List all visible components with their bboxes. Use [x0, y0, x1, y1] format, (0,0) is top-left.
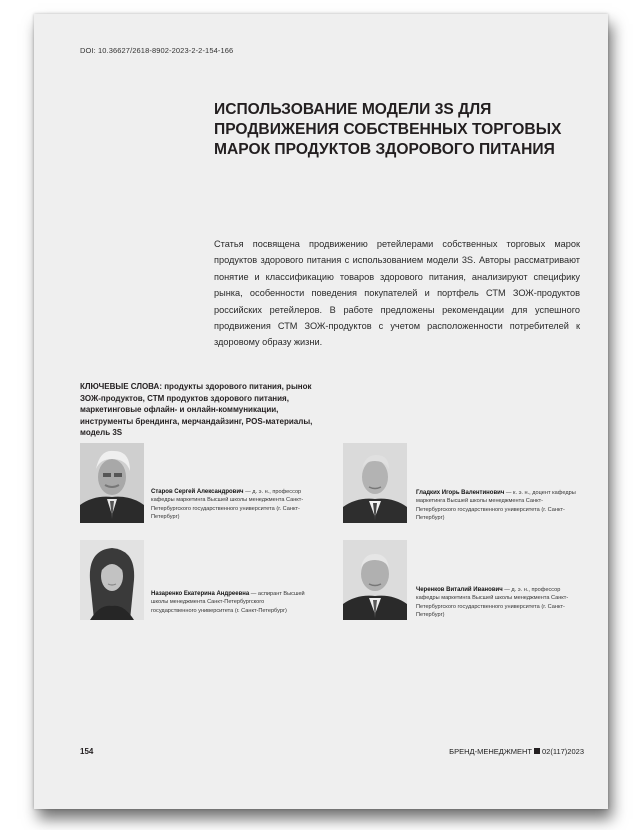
author-starov: [151, 488, 311, 521]
author-photo-nazarenko: [80, 540, 144, 620]
author-cherenkov: [416, 586, 576, 619]
author-bio: — к. э. н., доцент кафедры маркетинга Высшей школы менеджмента Санкт-Петербургского государственного университета (г. Санкт-Петербург): [416, 490, 576, 521]
abstract: Статья посвящена продвижению ретейлерами собственных торговых марок продуктов здорового питания с использованием модели 3S. Авторы рассматривают понятие и классификацию товаров здорового питания, анализируют специфику рынка, особенности поведения покупателей и портфель СТМ ЗОЖ-продуктов российских ретейлеров. В работе предложены рекомендации для успешного продвижения СТМ ЗОЖ-продуктов с учетом расположенности потребителей к здоровому образу жизни.: [214, 239, 580, 348]
author-photo-cherenkov: [343, 540, 407, 620]
doi-line: DOI: 10.36627/2618-8902-2023-2-2-154-166: [80, 46, 234, 55]
page-number: 154: [80, 747, 94, 756]
square-separator-icon: [534, 748, 540, 754]
author-photo-starov: [80, 443, 144, 523]
article-title: ИСПОЛЬЗОВАНИЕ МОДЕЛИ 3S ДЛЯ ПРОДВИЖЕНИЯ СОБСТВЕННЫХ ТОРГОВЫХ МАРОК ПРОДУКТОВ ЗДОРОВОГО ПИТАНИЯ: [214, 101, 562, 158]
author-name: Черенков Виталий Иванович: [416, 587, 503, 593]
author-name: Назаренко Екатерина Андреевна: [151, 591, 250, 597]
author-nazarenko: [151, 590, 311, 615]
journal-footer: [449, 747, 584, 756]
issue-number: 02(117)2023: [542, 747, 584, 756]
author-bio: — д. э. н., профессор кафедры маркетинга Высшей школы менеджмента Санкт-Петербургского государственного университета (г. Санкт-Петербург): [151, 489, 304, 520]
author-name: Гладких Игорь Валентинович: [416, 490, 505, 496]
author-photo-gladkikh: [343, 443, 407, 523]
author-gladkikh: [416, 489, 576, 522]
author-bio: — д. э. н., профессор кафедры маркетинга Высшей школы менеджмента Санкт-Петербургского государственного университета (г. Санкт-Петербург): [416, 587, 569, 618]
author-name: Старов Сергей Александрович: [151, 489, 244, 495]
keywords: КЛЮЧЕВЫЕ СЛОВА: продукты здорового питания, рынок ЗОЖ-продуктов, СТМ продуктов здорового питания, маркетинговые офлайн- и онлайн-коммуникации, инструменты брендинга, мерчандайзинг, POS-материалы, модель 3S: [80, 382, 313, 437]
author-bio: — аспирант Высшей школы менеджмента Санкт-Петербургского государственного университета (г. Санкт-Петербург): [151, 591, 305, 614]
journal-name: БРЕНД-МЕНЕДЖМЕНТ: [449, 747, 533, 756]
